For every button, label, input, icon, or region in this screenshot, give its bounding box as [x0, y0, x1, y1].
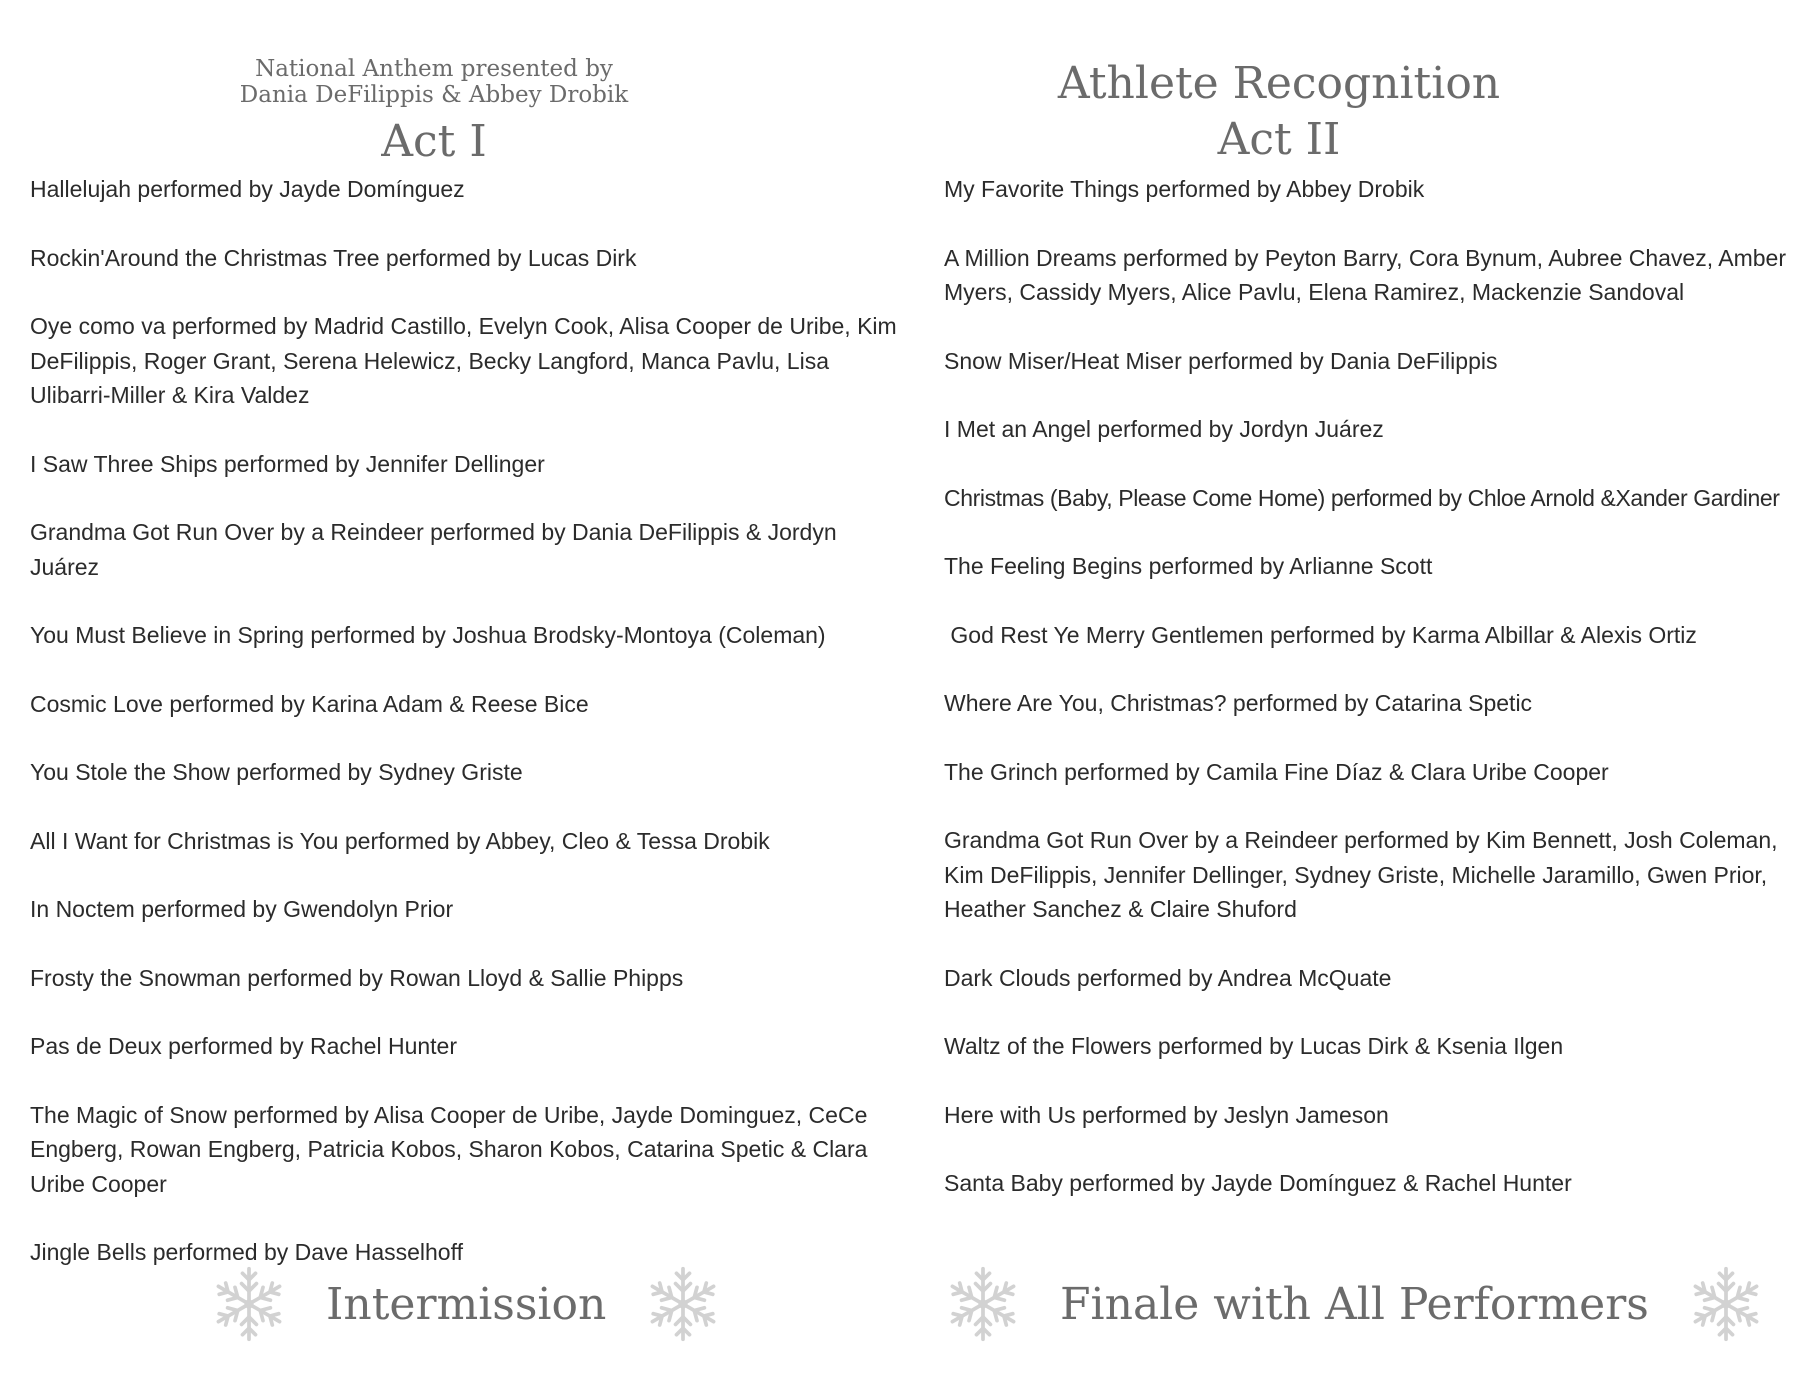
program-item: The Feeling Begins performed by Arlianne Scott: [944, 553, 1433, 579]
program-item: Oye como va performed by Madrid Castillo, Evelyn Cook, Alisa Cooper de Uribe, Kim DeFilippis, Roger Grant, Serena Helewicz, Becky Langford, Manca Pavlu, Lisa Ulibarri-Miller & Kira Valdez: [30, 313, 897, 408]
program-item: Christmas (Baby, Please Come Home) performed by Chloe Arnold &Xander Gardiner: [944, 484, 1780, 511]
snowflake-icon: [644, 1262, 722, 1346]
anthem-line-2: Dania DeFilippis & Abbey Drobik: [239, 82, 629, 108]
program-item: All I Want for Christmas is You performed by Abbey, Cleo & Tessa Drobik: [30, 827, 770, 854]
program-item: Grandma Got Run Over by a Reindeer performed by Dania DeFilippis & Jordyn Juárez: [30, 519, 837, 580]
program-item: The Magic of Snow performed by Alisa Cooper de Uribe, Jayde Dominguez, CeCe Engberg, Rowan Engberg, Patricia Kobos, Sharon Kobos, Catarina Spetic & Clara Uribe Cooper: [30, 1101, 868, 1197]
act-one-list: [30, 172, 900, 1304]
program-item: The Grinch performed by Camila Fine Díaz & Clara Uribe Cooper: [944, 758, 1609, 785]
program-item: Cosmic Love performed by Karina Adam & Reese Bice: [30, 690, 589, 717]
snowflake-icon: [944, 1262, 1022, 1346]
program-item: Snow Miser/Heat Miser performed by Dania DeFilippis: [944, 347, 1498, 374]
program-item: Frosty the Snowman performed by Rowan Lloyd & Sallie Phipps: [30, 964, 684, 991]
program-item: I Saw Three Ships performed by Jennifer Dellinger: [30, 450, 545, 477]
program-item: Santa Baby performed by Jayde Domínguez & Rachel Hunter: [944, 1170, 1572, 1196]
snowflake-icon: [210, 1262, 288, 1346]
anthem-subtitle: [30, 56, 838, 108]
program-item: You Stole the Show performed by Sydney Griste: [30, 759, 523, 785]
athlete-recognition-title: Athlete Recognition: [1057, 58, 1501, 109]
program-item: Where Are You, Christmas? performed by Catarina Spetic: [944, 690, 1533, 716]
program-item: Dark Clouds performed by Andrea McQuate: [944, 964, 1392, 991]
program-item: Rockin'Around the Christmas Tree performed by Lucas Dirk: [30, 244, 637, 271]
finale-label: Finale with All Performers: [1060, 1278, 1649, 1330]
act-one-title: Act I: [381, 116, 487, 167]
program-item: Here with Us performed by Jeslyn Jameson: [944, 1101, 1389, 1128]
intermission-footer: [210, 1262, 722, 1346]
program-item: Grandma Got Run Over by a Reindeer performed by Kim Bennett, Josh Coleman, Kim DeFilippis, Jennifer Dellinger, Sydney Griste, Michelle Jaramillo, Gwen Prior, Heather Sanchez & Claire Shuford: [944, 827, 1778, 922]
program-item: You Must Believe in Spring performed by Joshua Brodsky-Montoya (Coleman): [30, 622, 826, 648]
program-item: I Met an Angel performed by Jordyn Juárez: [944, 416, 1384, 442]
finale-footer: [944, 1262, 1765, 1346]
program-item: Waltz of the Flowers performed by Lucas Dirk & Ksenia Ilgen: [944, 1033, 1564, 1059]
act-two-title: Act II: [1217, 114, 1341, 165]
program-item: My Favorite Things performed by Abbey Drobik: [944, 176, 1425, 202]
program-item: Jingle Bells performed by Dave Hasselhoff: [30, 1239, 463, 1265]
act-two-heading: [944, 56, 1614, 168]
program-item: A Million Dreams performed by Peyton Barry, Cora Bynum, Aubree Chavez, Amber Myers, Cassidy Myers, Alice Pavlu, Elena Ramirez, Mackenzie Sandoval: [944, 244, 1786, 305]
act-two-list: [944, 172, 1802, 1235]
program-item: Hallelujah performed by Jayde Domínguez: [30, 176, 465, 202]
anthem-line-1: National Anthem presented by: [255, 56, 613, 82]
intermission-label: Intermission: [326, 1278, 607, 1330]
snowflake-icon: [1687, 1262, 1765, 1346]
program-item: In Noctem performed by Gwendolyn Prior: [30, 896, 454, 922]
program-item: Pas de Deux performed by Rachel Hunter: [30, 1033, 457, 1059]
program-item: God Rest Ye Merry Gentlemen performed by Karma Albillar & Alexis Ortiz: [944, 621, 1697, 648]
